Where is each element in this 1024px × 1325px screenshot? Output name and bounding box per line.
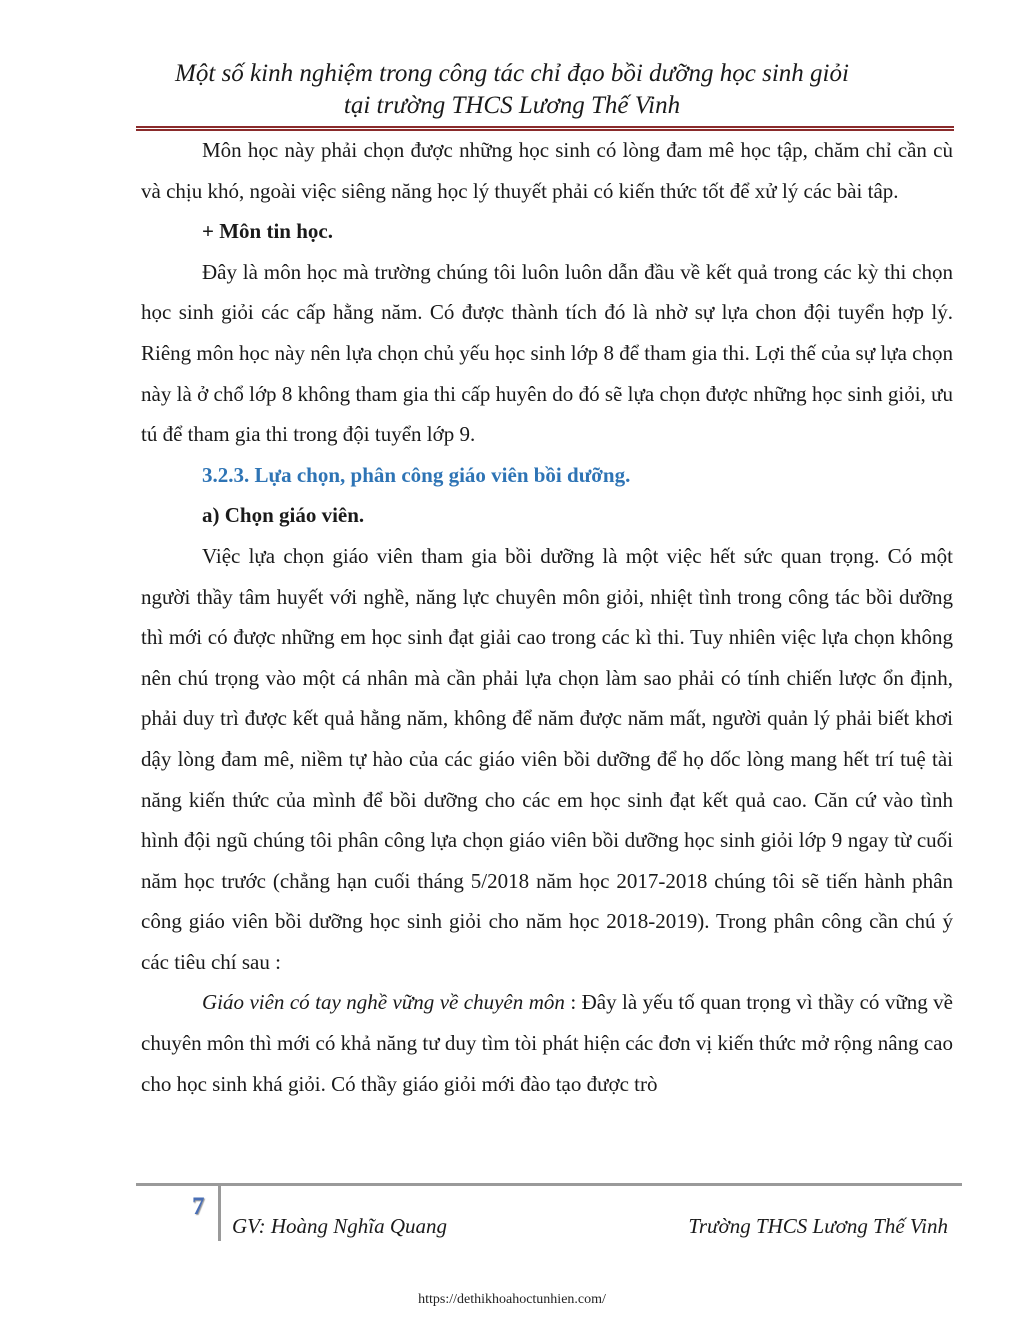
footer-vertical-divider bbox=[218, 1186, 221, 1241]
section-heading-3-2-3: 3.2.3. Lựa chọn, phân công giáo viên bồi dưỡng. bbox=[202, 462, 631, 487]
paragraph-teacher-selection: Việc lựa chọn giáo viên tham gia bồi dưỡng là một việc hết sức quan trọng. Có một người thầy tâm huyết với nghề, năng lực chuyên môn giỏi, nhiệt tình trong công tác bồi dưỡng thì mới có được những em học sinh đạt giải cao trong các kì thi. Tuy nhiên việc lựa chọn không nên chú trọng vào một cá nhân mà cần phải lựa chọn làm sao phải có tính chiến lược ổn định, phải duy trì được kết quả hằng năm, không để năm được năm mất, người quản lý phải biết khơi dậy lòng đam mê, niềm tự hào của các giáo viên bồi dưỡng để họ dốc lòng mang hết trí tuệ tài năng kiến thức của mình để bồi dưỡng cho các em học sinh đạt kết quả cao. Căn cứ vào tình hình đội ngũ chúng tôi phân công lựa chọn giáo viên bồi dưỡng học sinh giỏi lớp 9 ngay từ cuối năm học trước (chẳng hạn cuối tháng 5/2018 năm học 2017-2018 chúng tôi sẽ tiến hành phân công giáo viên bồi dưỡng học sinh giỏi cho năm học 2018-2019). Trong phân công cần chú ý các tiêu chí sau : bbox=[141, 543, 953, 974]
paragraph-criteria bbox=[141, 982, 953, 1104]
header-title-line1: Một số kinh nghiệm trong công tác chỉ đạo bồi dưỡng học sinh giỏi bbox=[175, 60, 849, 87]
criteria-italic-term: Giáo viên có tay nghề vững về chuyên môn bbox=[202, 990, 565, 1015]
criteria-text: : Đây là yếu tố quan trọng vì thầy có vững về chuyên môn thì mới có khả năng tư duy tìm tòi phát hiện các đơn vị kiến thức mở rộng nâng cao cho học sinh khá giỏi. Có thầy giáo giỏi mới đào tạo được trò bbox=[141, 990, 953, 1096]
footer-divider bbox=[136, 1183, 962, 1186]
footer-school: Trường THCS Lương Thế Vinh bbox=[688, 1214, 948, 1238]
document-body bbox=[141, 130, 953, 1104]
paragraph-informatics: Đây là môn học mà trường chúng tôi luôn luôn dẫn đầu về kết quả trong các kỳ thi chọn học sinh giỏi các cấp hằng năm. Có được thành tích đó là nhờ sự lựa chon đội tuyển hợp lý. Riêng môn học này nên lựa chọn chủ yếu học sinh lớp 8 để tham gia thi. Lợi thế của sự lựa chọn này là ở chổ lớp 8 không tham gia thi cấp huyên do đó sẽ lựa chọn được những học sinh giỏi, ưu tú để tham gia thi trong đội tuyển lớp 9. bbox=[141, 259, 953, 447]
page-header bbox=[0, 58, 1024, 122]
source-url[interactable]: https://dethikhoahoctunhien.com/ bbox=[418, 1292, 606, 1307]
page-number: 7 bbox=[192, 1193, 205, 1220]
footer-author: GV: Hoàng Nghĩa Quang bbox=[232, 1214, 448, 1238]
paragraph-1: Môn học này phải chọn được những học sinh có lòng đam mê học tập, chăm chỉ cần cù và chịu khó, ngoài việc siêng năng học lý thuyết phải có kiến thức tốt để xử lý các bài tâp. bbox=[141, 138, 953, 203]
subject-heading-informatics: + Môn tin học. bbox=[202, 219, 333, 244]
subsection-heading-a: a) Chọn giáo viên. bbox=[202, 503, 365, 528]
header-title-line2: tại trường THCS Lương Thế Vinh bbox=[343, 92, 681, 119]
